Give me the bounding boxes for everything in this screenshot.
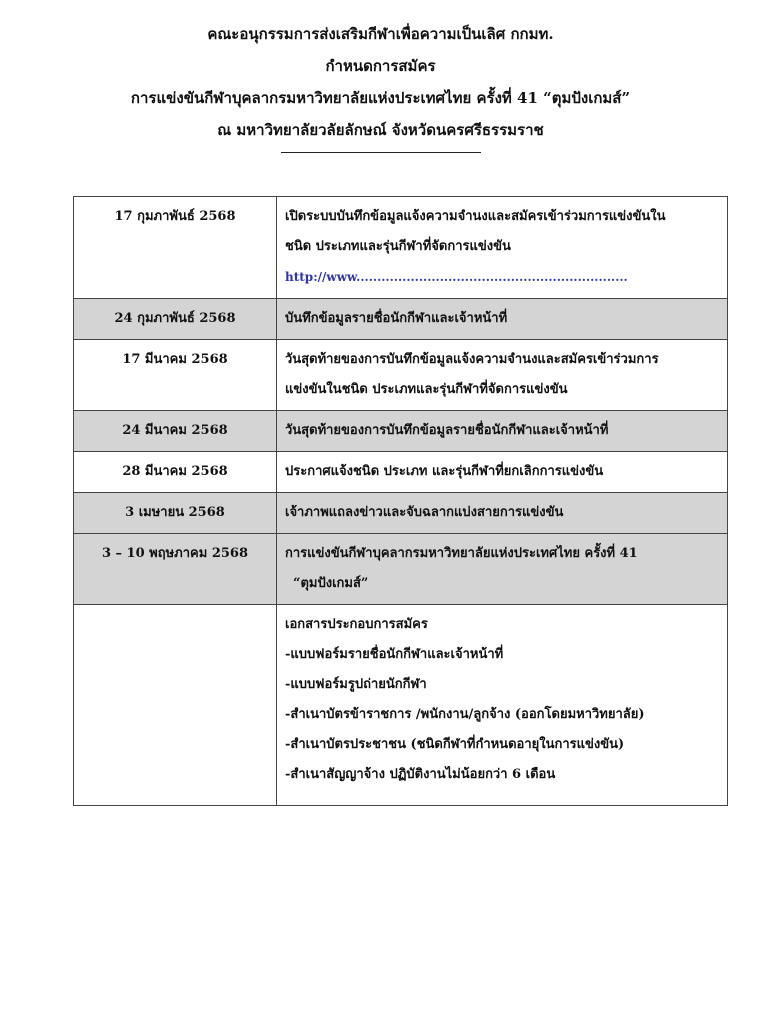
document-item: -สำเนาบัตรประชาชน (ชนิดกีฬาที่กำหนดอายุในการแข่งขัน): [285, 737, 625, 752]
empty-date-cell: [74, 605, 277, 806]
registration-link[interactable]: http://www.................................................................: [285, 270, 628, 284]
date-cell: 24 กุมภาพันธ์ 2568: [74, 299, 277, 340]
event-title: การแข่งขันกีฬาบุคลากรมหาวิทยาลัยแห่งประเทศไทย ครั้งที่ 41 “ตุมปังเกมส์”: [130, 89, 631, 107]
venue-line: ณ มหาวิทยาลัยวลัยลักษณ์ จังหวัดนครศรีธรรมราช: [217, 121, 544, 139]
description-line: เปิดระบบบันทึกข้อมูลแจ้งความจำนงและสมัครเข้าร่วมการแข่งขันใน: [285, 209, 666, 224]
table-row: [74, 493, 728, 534]
table-row: [74, 534, 728, 605]
description-cell: [277, 534, 728, 605]
table-row: [74, 452, 728, 493]
description-line: วันสุดท้ายของการบันทึกข้อมูลรายชื่อนักกีฬาและเจ้าหน้าที่: [285, 423, 609, 438]
table-row: [74, 340, 728, 411]
documents-title: เอกสารประกอบการสมัคร: [285, 617, 428, 632]
date-cell: 28 มีนาคม 2568: [74, 452, 277, 493]
description-cell: [277, 340, 728, 411]
documents-cell: [277, 605, 728, 806]
date-cell: 3 เมษายน 2568: [74, 493, 277, 534]
description-line: ประกาศแจ้งชนิด ประเภท และรุ่นกีฬาที่ยกเลิกการแข่งขัน: [285, 464, 604, 479]
table-row: [74, 411, 728, 452]
header-underline: [281, 152, 481, 153]
description-cell: [277, 197, 728, 299]
description-line: การแข่งขันกีฬาบุคลากรมหาวิทยาลัยแห่งประเทศไทย ครั้งที่ 41: [285, 546, 638, 561]
description-line: แข่งขันในชนิด ประเภทและรุ่นกีฬาที่จัดการแข่งขัน: [285, 382, 568, 397]
table-row: [74, 197, 728, 299]
document-item: -แบบฟอร์มรายชื่อนักกีฬาและเจ้าหน้าที่: [285, 647, 504, 662]
document-item: -แบบฟอร์มรูปถ่ายนักกีฬา: [285, 677, 427, 692]
date-cell: 17 มีนาคม 2568: [74, 340, 277, 411]
date-cell: 17 กุมภาพันธ์ 2568: [74, 197, 277, 299]
description-line: ชนิด ประเภทและรุ่นกีฬาที่จัดการแข่งขัน: [285, 239, 511, 254]
registration-schedule-title: กำหนดการสมัคร: [325, 57, 436, 75]
description-cell: [277, 452, 728, 493]
description-line: “ตุมปังเกมส์”: [293, 576, 369, 591]
committee-title: คณะอนุกรรมการส่งเสริมกีฬาเพื่อความเป็นเลิศ กกมท.: [207, 25, 554, 43]
documents-row: [74, 605, 728, 806]
description-line: บันทึกข้อมูลรายชื่อนักกีฬาและเจ้าหน้าที่: [285, 311, 508, 326]
document-header: [0, 18, 761, 153]
description-cell: [277, 299, 728, 340]
description-line: วันสุดท้ายของการบันทึกข้อมูลแจ้งความจำนงและสมัครเข้าร่วมการ: [285, 352, 659, 367]
date-cell: 3 – 10 พฤษภาคม 2568: [74, 534, 277, 605]
document-item: -สำเนาสัญญาจ้าง ปฏิบัติงานไม่น้อยกว่า 6 เดือน: [285, 767, 556, 782]
description-cell: [277, 411, 728, 452]
registration-schedule-table: [73, 196, 728, 806]
document-item: -สำเนาบัตรข้าราชการ /พนักงาน/ลูกจ้าง (ออกโดยมหาวิทยาลัย): [285, 707, 645, 722]
description-line: เจ้าภาพแถลงข่าวและจับฉลากแบ่งสายการแข่งขัน: [285, 505, 564, 520]
description-cell: [277, 493, 728, 534]
table-row: [74, 299, 728, 340]
date-cell: 24 มีนาคม 2568: [74, 411, 277, 452]
